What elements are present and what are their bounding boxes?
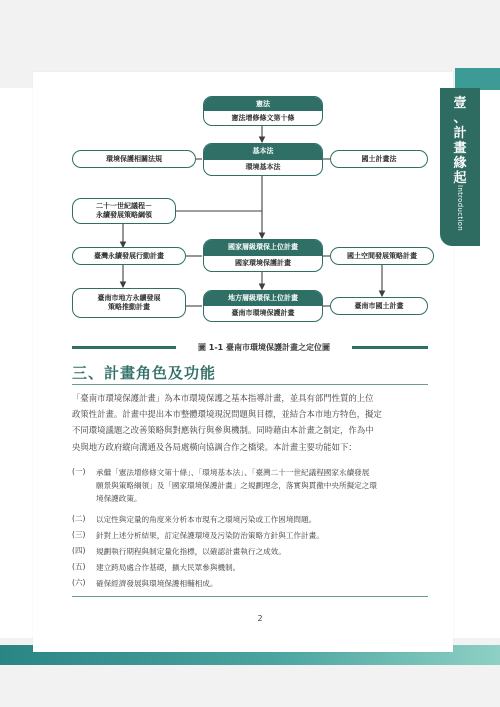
page-number: 2 [257, 614, 263, 623]
list-line: 針對上述分析結果，訂定保護環境及污染防治策略方針與工作計畫。 [96, 531, 324, 540]
intro-paragraph [72, 390, 432, 455]
list-line: 承繼「憲法增修條文第十條」、「環境基本法」、「臺灣二十一世紀議程國家永續發展 [96, 468, 370, 477]
node-national-spatial: 國土空間發展策略計畫 [330, 247, 434, 265]
list-number: (二) [72, 514, 86, 523]
list-number: (六) [72, 578, 86, 587]
caption-bar-left [72, 346, 176, 349]
list-number: (三) [72, 530, 86, 539]
node-national-plan: 國家層級環保上位計畫 國家環境保護計畫 [203, 239, 323, 272]
list-line: 以定性與定量的角度來分析本市現有之環境污染或工作困境問題。 [96, 515, 317, 524]
paragraph-line: 不同環境議題之改善策略與對應執行與參與機制。同時藉由本計畫之制定，作為中 [72, 425, 374, 436]
list-number: (四) [72, 546, 86, 555]
node-tainan-sd: 臺南市地方永續發展 策略推動計畫 [72, 288, 186, 318]
paragraph-line: 央與地方政府縱向溝通及各局處橫向協調合作之橋梁。本計畫主要功能如下： [72, 441, 357, 452]
node-local-plan: 地方層級環保上位計畫 臺南市環境保護計畫 [203, 290, 323, 322]
list-line: 境保護政策。 [96, 494, 142, 503]
caption-bar-right [352, 346, 428, 349]
node-env-laws: 環境保護相關法規 [72, 150, 196, 168]
chapter-subtitle: Introduction [456, 185, 464, 231]
paragraph-line: 政策性計畫。計畫中提出本市整體環境現況問題與目標，並結合本市地方特色，擬定 [72, 409, 382, 420]
list-line: 確保經濟發展與環境保護相輔相成。 [96, 579, 218, 588]
list-number: (五) [72, 562, 86, 571]
node-constitution: 憲法 憲法增修條文第十條 [203, 96, 323, 126]
chapter-title: 壹 、 計 畫 緣 起 [453, 96, 467, 186]
footer-divider [72, 596, 428, 597]
paragraph-line: 「臺南市環境保護計畫」為本市環境保護之基本指導計畫，並具有部門性質的上位 [72, 393, 374, 403]
heading-divider [72, 384, 428, 385]
node-tw-sd-plan: 臺灣永續發展行動計畫 [72, 247, 186, 265]
figure-caption: 圖 1-1 臺南市環境保護計畫之定位圖 [197, 342, 331, 352]
node-agenda21: 二十一世紀議程－ 永續發展策略綱領 [72, 198, 176, 224]
list-number: (一) [72, 467, 86, 476]
list-line: 建立跨局處合作基礎，擴大民眾參與機制。 [96, 563, 241, 572]
node-tainan-land: 臺南市國土計畫 [330, 297, 428, 315]
node-basic-law: 基本法 環境基本法 [203, 143, 323, 176]
list-line: 規劃執行期程與制定量化指標，以確認計畫執行之成效。 [96, 547, 286, 556]
list-line: 願景與策略綱領」及「國家環境保護計畫」之規劃理念，落實與貫徹中央所擬定之環 [96, 481, 377, 490]
node-land-plan-law: 國土計畫法 [330, 150, 428, 168]
section-heading: 三、計畫角色及功能 [72, 364, 217, 382]
